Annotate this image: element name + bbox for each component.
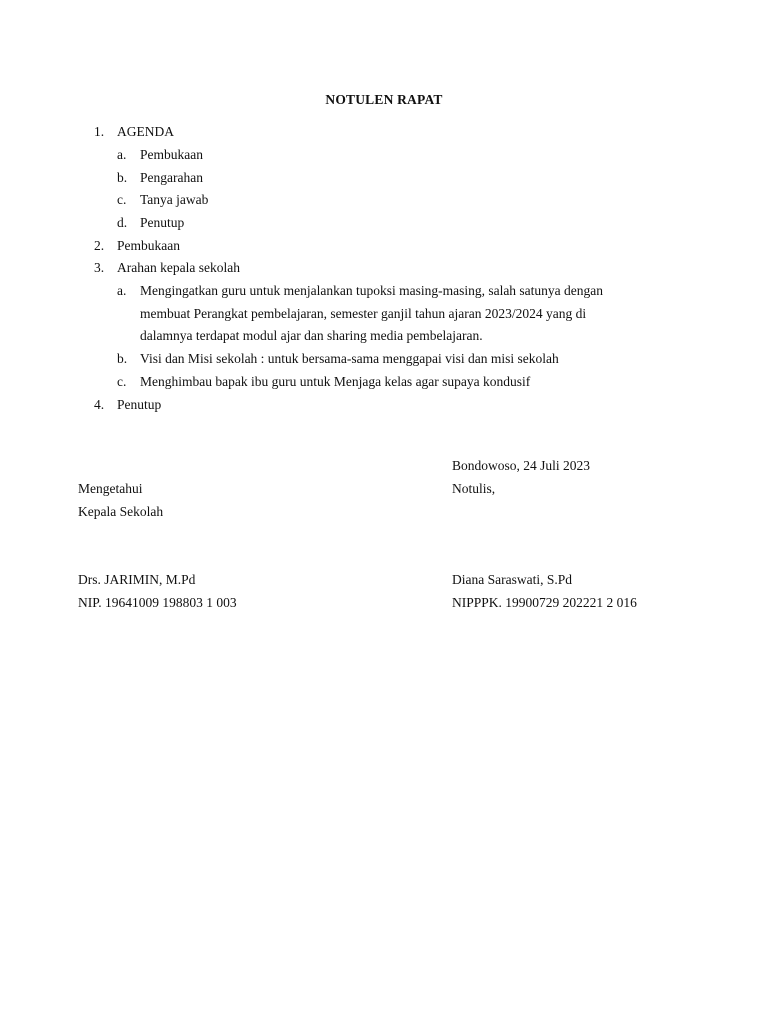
agenda-item-c: Tanya jawab [140, 192, 209, 207]
right-signature-name: Diana Saraswati, S.Pd [452, 572, 572, 587]
section-1-label: AGENDA [117, 124, 174, 139]
left-signature-line2: Kepala Sekolah [78, 504, 164, 519]
agenda-item-d: Penutup [140, 215, 185, 230]
left-signature-line1: Mengetahui [78, 481, 143, 496]
arahan-item-b-letter: b. [117, 351, 128, 366]
place-date: Bondowoso, 24 Juli 2023 [452, 458, 591, 473]
arahan-item-a-letter: a. [117, 283, 127, 298]
arahan-item-c: Menghimbau bapak ibu guru untuk Menjaga kelas agar supaya kondusif [140, 374, 531, 389]
arahan-item-a-line-3: dalamnya terdapat modul ajar dan sharing media pembelajaran. [140, 328, 483, 343]
section-3-label: Arahan kepala sekolah [117, 260, 240, 275]
left-signature-id: NIP. 19641009 198803 1 003 [78, 595, 237, 610]
section-3-number: 3. [94, 260, 105, 275]
arahan-item-a-line-1: Mengingatkan guru untuk menjalankan tupoksi masing-masing, salah satunya dengan [140, 283, 604, 298]
arahan-item-a-line-2: membuat Perangkat pembelajaran, semester ganjil tahun ajaran 2023/2024 yang di [140, 306, 587, 321]
agenda-item-a-letter: a. [117, 147, 127, 162]
section-4-number: 4. [94, 397, 105, 412]
section-2-label: Pembukaan [117, 238, 180, 253]
left-signature-name: Drs. JARIMIN, M.Pd [78, 572, 196, 587]
section-4-label: Penutup [117, 397, 162, 412]
arahan-item-c-letter: c. [117, 374, 127, 389]
agenda-item-b: Pengarahan [140, 170, 203, 185]
right-signature-line1: Notulis, [452, 481, 496, 496]
document-title: NOTULEN RAPAT [325, 92, 443, 107]
arahan-item-b: Visi dan Misi sekolah : untuk bersama-sama menggapai visi dan misi sekolah [140, 351, 559, 366]
agenda-item-b-letter: b. [117, 170, 128, 185]
agenda-item-d-letter: d. [117, 215, 128, 230]
right-signature-id: NIPPPK. 19900729 202221 2 016 [452, 595, 637, 610]
section-1-number: 1. [94, 124, 105, 139]
agenda-item-c-letter: c. [117, 192, 127, 207]
agenda-item-a: Pembukaan [140, 147, 203, 162]
section-2-number: 2. [94, 238, 105, 253]
